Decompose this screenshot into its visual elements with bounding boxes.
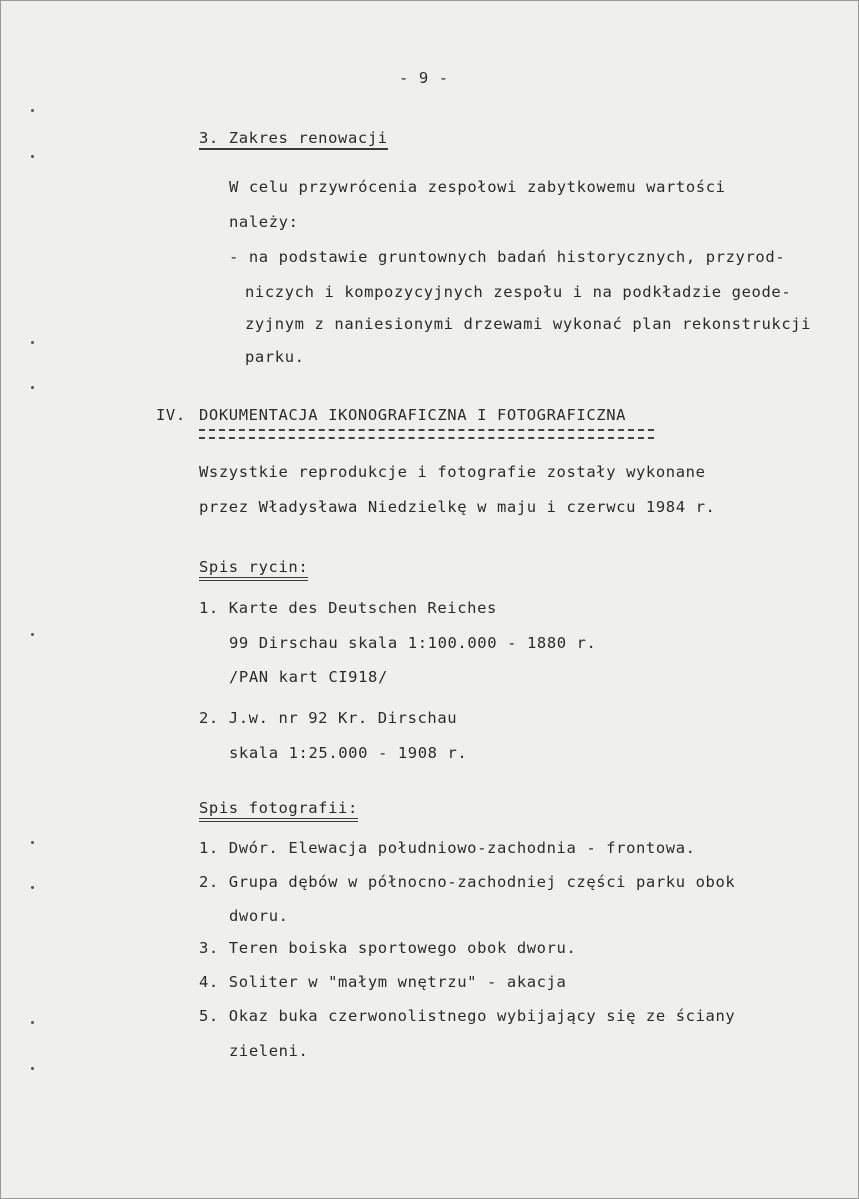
section-4-para-line-1: Wszystkie reprodukcje i fotografie zostały wykonane — [199, 463, 706, 481]
section-3-bullet-line-2: niczych i kompozycyjnych zespołu i na podkładzie geode- — [245, 283, 792, 301]
section-3-bullet-line-1: - na podstawie gruntownych badań historycznych, przyrod- — [229, 248, 786, 266]
photos-heading: Spis fotografii: — [199, 799, 358, 822]
photo-2-line-1: 2. Grupa dębów w północno-zachodniej części parku obok — [199, 873, 736, 891]
margin-speck — [31, 341, 34, 344]
section-3-heading: 3. Zakres renowacji — [199, 129, 388, 150]
section-3-intro-line-2: należy: — [229, 213, 299, 231]
figure-1-line-1: 1. Karte des Deutschen Reiches — [199, 599, 497, 617]
section-3-intro-line-1: W celu przywrócenia zespołowi zabytkowemu wartości — [229, 178, 726, 196]
section-3-bullet-line-4: parku. — [245, 348, 305, 366]
figures-heading: Spis rycin: — [199, 558, 308, 581]
figure-1-line-2: 99 Dirschau skala 1:100.000 - 1880 r. — [229, 634, 597, 652]
margin-speck — [31, 1067, 34, 1070]
photo-4: 4. Soliter w "małym wnętrzu" - akacja — [199, 973, 567, 991]
section-4-heading-double-underline — [199, 429, 654, 439]
margin-speck — [31, 633, 34, 636]
margin-speck — [31, 886, 34, 889]
margin-speck — [31, 841, 34, 844]
figure-2-line-2: skala 1:25.000 - 1908 r. — [229, 744, 468, 762]
section-3-bullet-line-3: zyjnym z naniesionymi drzewami wykonać plan rekonstrukcji — [245, 315, 812, 333]
photo-5-line-2: zieleni. — [229, 1042, 309, 1060]
photo-3: 3. Teren boiska sportowego obok dworu. — [199, 939, 577, 957]
margin-speck — [31, 386, 34, 389]
section-4-heading: DOKUMENTACJA IKONOGRAFICZNA I FOTOGRAFICZNA — [199, 406, 627, 424]
figure-2-line-1: 2. J.w. nr 92 Kr. Dirschau — [199, 709, 458, 727]
margin-speck — [31, 109, 34, 112]
photo-5-line-1: 5. Okaz buka czerwonolistnego wybijający się ze ściany — [199, 1007, 736, 1025]
section-4-para-line-2: przez Władysława Niedzielkę w maju i czerwcu 1984 r. — [199, 498, 716, 516]
section-4-numeral: IV. — [156, 406, 186, 424]
margin-speck — [31, 1021, 34, 1024]
photo-1: 1. Dwór. Elewacja południowo-zachodnia - frontowa. — [199, 839, 696, 857]
photo-2-line-2: dworu. — [229, 907, 289, 925]
figure-1-line-3: /PAN kart CI918/ — [229, 668, 388, 686]
page-number: - 9 - — [399, 69, 449, 87]
margin-speck — [31, 155, 34, 158]
